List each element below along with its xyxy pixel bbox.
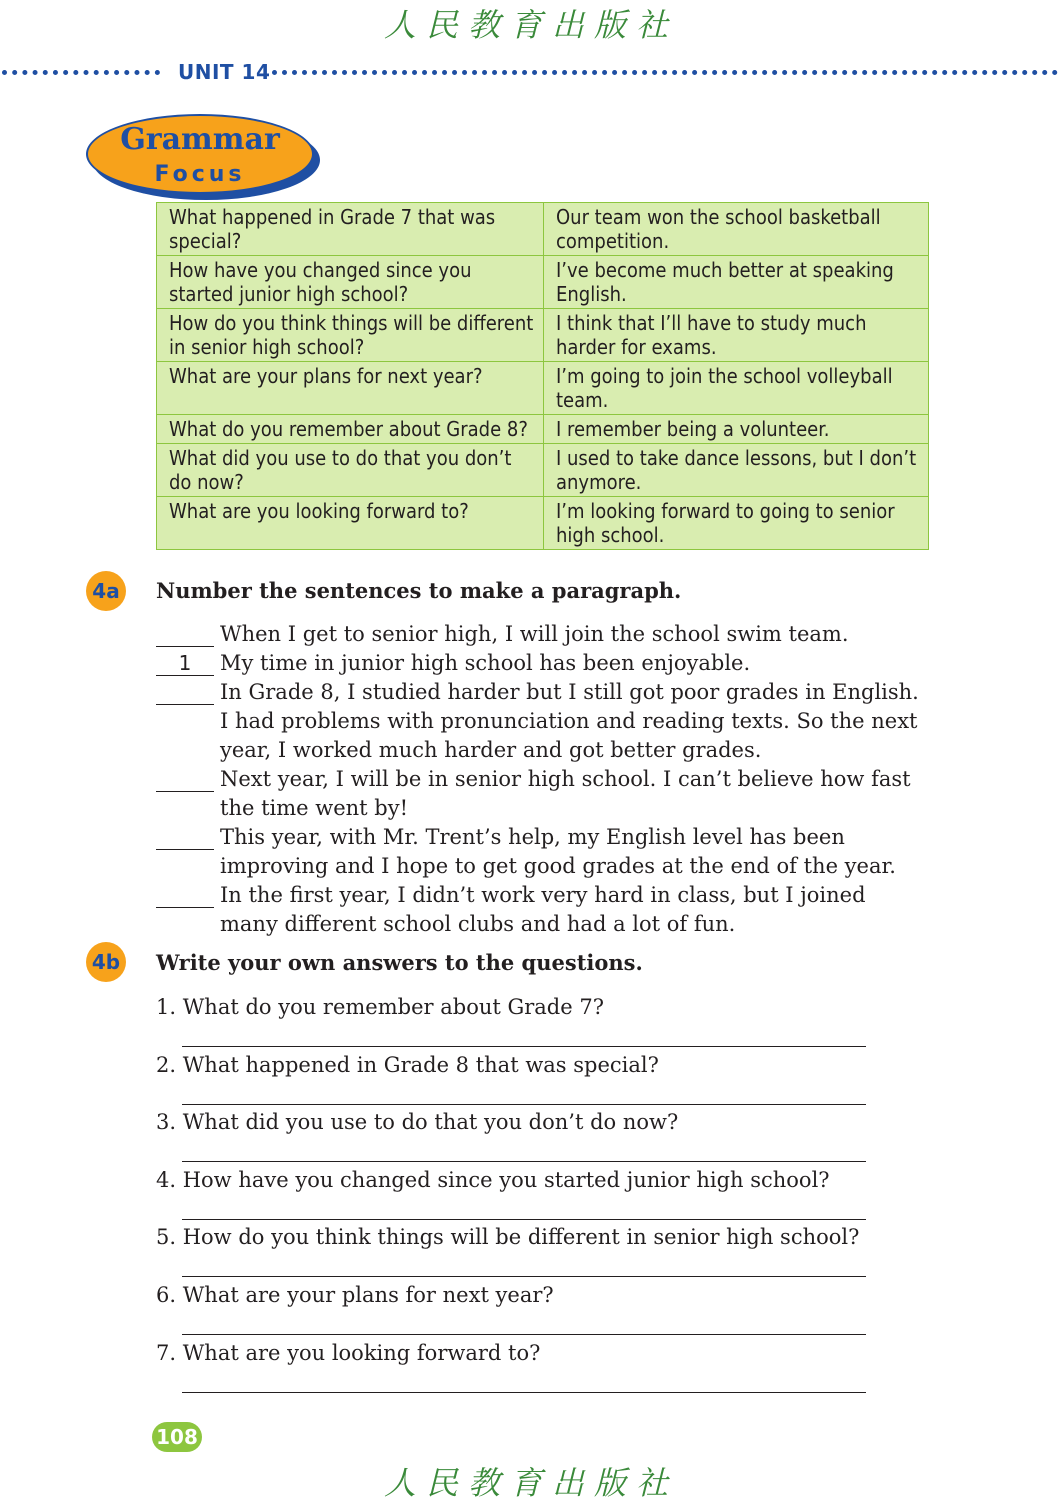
sentence-text: In the first year, I didn’t work very hard in class, but I joined many different school clubs and had a lot of fun. bbox=[220, 883, 866, 936]
publisher-logo-top: 人民教育出版社 bbox=[383, 6, 678, 44]
question-text: 1. What do you remember about Grade 7? bbox=[156, 995, 604, 1019]
sentence-text: My time in junior high school has been enjoyable. bbox=[220, 651, 751, 675]
section-4a-title: Number the sentences to make a paragraph. bbox=[156, 578, 682, 603]
badge-subtitle: Focus bbox=[154, 162, 246, 187]
question-list bbox=[156, 992, 876, 1395]
sentence-text: This year, with Mr. Trent’s help, my English level has been improving and I hope to get good grades at the end of the year. bbox=[220, 825, 896, 878]
question-text: 4. How have you changed since you started junior high school? bbox=[156, 1167, 830, 1192]
answer-cell: I’m looking forward to going to senior high school. bbox=[544, 497, 929, 550]
answer-line[interactable] bbox=[182, 1104, 866, 1105]
number-blank[interactable] bbox=[156, 883, 214, 908]
answer-cell: I’m going to join the school volleyball team. bbox=[544, 362, 929, 415]
question-cell: What happened in Grade 7 that was special? bbox=[157, 203, 544, 256]
list-item bbox=[156, 620, 926, 649]
question-text: 6. What are your plans for next year? bbox=[156, 1282, 554, 1307]
list-item bbox=[156, 992, 876, 1050]
list-item bbox=[156, 678, 926, 765]
question-cell: What do you remember about Grade 8? bbox=[157, 415, 544, 444]
section-4b-badge: 4b bbox=[86, 942, 126, 982]
question-cell: What are you looking forward to? bbox=[157, 497, 544, 550]
table-row bbox=[157, 415, 929, 444]
list-item bbox=[156, 1280, 876, 1338]
question-text: 3. What did you use to do that you don’t do now? bbox=[156, 1110, 679, 1135]
dotted-rule-right bbox=[272, 70, 1058, 75]
unit-header bbox=[0, 60, 1062, 86]
question-text: 2. What happened in Grade 8 that was special? bbox=[156, 1052, 659, 1077]
number-blank[interactable] bbox=[156, 825, 214, 850]
answer-cell: I’ve become much better at speaking English. bbox=[544, 256, 929, 309]
table-row bbox=[157, 362, 929, 415]
question-text: 7. What are you looking forward to? bbox=[156, 1340, 541, 1365]
list-item bbox=[156, 765, 926, 823]
publisher-logo-bottom: 人民教育出版社 bbox=[383, 1464, 678, 1502]
list-item bbox=[156, 1165, 876, 1223]
answer-line[interactable] bbox=[182, 1219, 866, 1220]
badge-title: Grammar bbox=[120, 122, 280, 157]
dotted-rule-left bbox=[2, 70, 160, 75]
number-blank[interactable] bbox=[156, 622, 214, 647]
list-item bbox=[156, 1107, 876, 1165]
list-item bbox=[156, 1050, 876, 1108]
sentence-list bbox=[156, 620, 926, 939]
page-number: 108 bbox=[152, 1422, 202, 1452]
grammar-focus-badge bbox=[86, 114, 322, 204]
answer-cell: I think that I’ll have to study much harder for exams. bbox=[544, 309, 929, 362]
list-item bbox=[156, 649, 926, 678]
sentence-text: When I get to senior high, I will join the school swim team. bbox=[220, 622, 849, 646]
section-4a-badge: 4a bbox=[86, 571, 126, 611]
sentence-text: Next year, I will be in senior high school. I can’t believe how fast the time went by! bbox=[220, 767, 911, 820]
table-row bbox=[157, 203, 929, 256]
question-cell: How do you think things will be different in senior high school? bbox=[157, 309, 544, 362]
number-blank[interactable] bbox=[156, 767, 214, 792]
question-cell: What are your plans for next year? bbox=[157, 362, 544, 415]
list-item bbox=[156, 823, 926, 881]
answer-line[interactable] bbox=[182, 1334, 866, 1335]
answer-line[interactable] bbox=[182, 1392, 866, 1393]
answer-cell: I used to take dance lessons, but I don’t anymore. bbox=[544, 444, 929, 497]
answer-cell: Our team won the school basketball competition. bbox=[544, 203, 929, 256]
answer-cell: I remember being a volunteer. bbox=[544, 415, 929, 444]
unit-label: UNIT 14 bbox=[178, 60, 271, 84]
answer-line[interactable] bbox=[182, 1161, 866, 1162]
table-row bbox=[157, 444, 929, 497]
answer-line[interactable] bbox=[182, 1276, 866, 1277]
table-row bbox=[157, 309, 929, 362]
grammar-focus-table bbox=[156, 202, 929, 550]
list-item bbox=[156, 1222, 876, 1280]
question-cell: What did you use to do that you don’t do now? bbox=[157, 444, 544, 497]
table-row bbox=[157, 497, 929, 550]
number-blank[interactable] bbox=[156, 680, 214, 705]
list-item bbox=[156, 1338, 876, 1396]
table-row bbox=[157, 256, 929, 309]
list-item bbox=[156, 881, 926, 939]
answer-line[interactable] bbox=[182, 1046, 866, 1047]
number-blank[interactable]: 1 bbox=[156, 651, 214, 676]
section-4b-title: Write your own answers to the questions. bbox=[156, 950, 643, 975]
question-cell: How have you changed since you started junior high school? bbox=[157, 256, 544, 309]
question-text: 5. How do you think things will be different in senior high school? bbox=[156, 1225, 860, 1250]
sentence-text: In Grade 8, I studied harder but I still got poor grades in English. I had problems with pronunciation and reading texts. So the next year, I worked much harder and got better grades. bbox=[220, 680, 919, 762]
